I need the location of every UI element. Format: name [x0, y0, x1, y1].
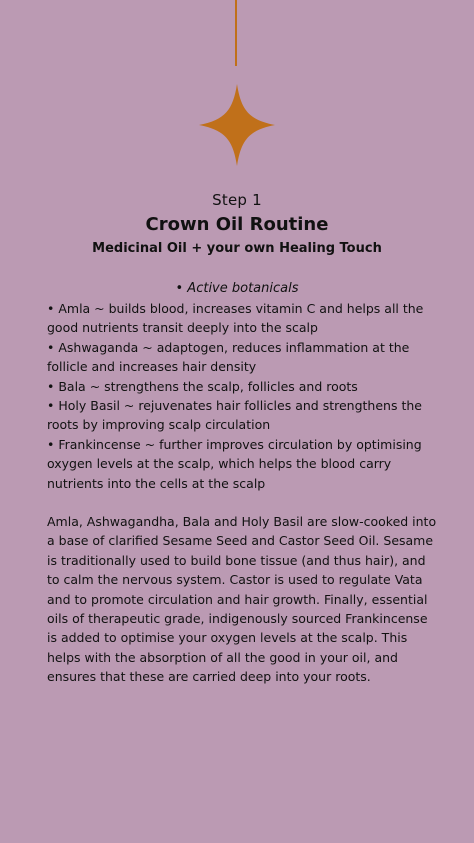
page-subtitle: Medicinal Oil + your own Healing Touch: [92, 241, 382, 256]
list-item: • Ashwaganda ~ adaptogen, reduces inflammation at the follicle and increases hair density: [47, 339, 410, 375]
list-item: • Frankincense ~ further improves circulation by optimising oxygen levels at the scalp, which helps the blood carry nutrients into the cells at the scalp: [47, 436, 422, 491]
list-item: • Holy Basil ~ rejuvenates hair follicles and strengthens the roots by improving scalp circulation: [47, 398, 422, 433]
step-label: Step 1: [212, 191, 262, 209]
botanicals-heading: • Active botanicals: [175, 281, 299, 296]
description-paragraph: Amla, Ashwagandha, Bala and Holy Basil are slow-cooked into a base of clarified Sesame Seed and Castor Seed Oil. Sesame is traditionally used to build bone tissue (and thus hair), and to calm the nervous system. Castor is used to regulate Vata and to promote circulation and hair growth. Finally, essential oils of therapeutic grade, indigenously sourced Frankincense is added to optimise your oxygen levels at the scalp. This helps with the absorption of all the good in your oil, and ensures that these are carried deep into your roots.: [47, 514, 437, 685]
botanicals-list: [47, 299, 447, 493]
list-item: • Bala ~ strengthens the scalp, follicles and roots: [47, 378, 358, 394]
list-item: • Amla ~ builds blood, increases vitamin C and helps all the good nutrients transit deeply into the scalp: [47, 301, 424, 336]
four-point-star-icon: [199, 84, 275, 166]
page-title: Crown Oil Routine: [145, 214, 329, 235]
hanging-line: [235, 0, 237, 66]
